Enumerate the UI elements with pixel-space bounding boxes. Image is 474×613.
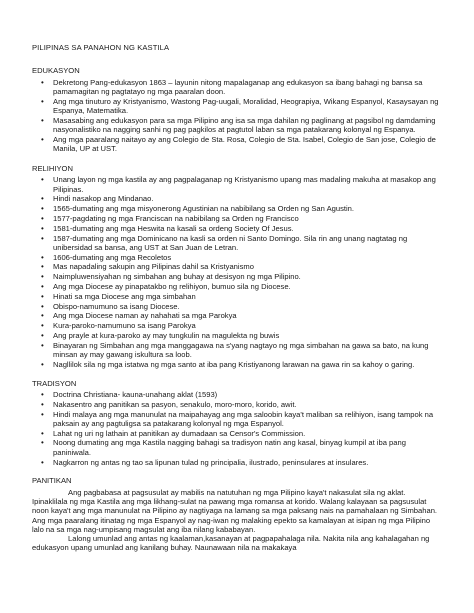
- list-item: • Ang mga tinuturo ay Kristyanismo, Wastong Pag-uugali, Moralidad, Heograpiya, Wikang Espanyol, Kasaysayan ng Espanya, Matematika.: [53, 97, 440, 116]
- list-item: • Hindi malaya ang mga manunulat na maipahayag ang mga saloobin kaya't maliban sa relihiyon, isang tampok na paksain ay ang pagtuligsa sa patakarang kolonyal ng mga Espanyol.: [53, 410, 440, 429]
- list-item: • Nagkarron ng antas ng tao sa lipunan tulad ng principalia, ilustrado, peninsulares at insulares.: [53, 458, 440, 467]
- list-item: • Naimpluwensiyahan ng simbahan ang buhay at desisyon ng mga Pilipino.: [53, 272, 440, 281]
- list-item: • Dekretong Pang-edukasyon 1863 – layunin nitong mapalaganap ang edukasyon sa ibang bahagi ng bansa sa pamamagitan ng pagtatayo ng mga paaralan doon.: [53, 78, 440, 97]
- list-item: • Ang prayle at kura-paroko ay may tungkulin na magulekta ng buwis: [53, 331, 440, 340]
- list-item: • 1581-dumating ang mga Heswita na kasali sa ordeng Society Of Jesus.: [53, 224, 440, 233]
- list-item: • 1577-pagdating ng mga Franciscan na nabibilang sa Orden ng Francisco: [53, 214, 440, 223]
- paragraph: Ang pagbabasa at pagsusulat ay mabilis na natutuhan ng mga Pilipino kaya't nakasulat sila ng aklat. Ipinaklilala ng mga Kastila ang mga likhang-sulat na pawang mga romansa at korido. Walang kalayaan sa pagsusulat noon kaya't ang mga manunulat na Pilipino ay nagtiyaga na lamang sa mga paksang nais na pamahalaan ng Simbahan. Ang mga paaralang itinatag ng mga Espanyol ay nag-iwan ng malaking epekto sa kamalayan at isipan ng mga Pilipino lalo na sa mga nag-umpisang magsulat ang iba nilang kababayan.: [32, 487, 438, 534]
- section-heading-relihiyon: RELIHIYON: [32, 163, 73, 173]
- list-item: • Doctrina Christiana- kauna-unahang aklat (1593): [53, 390, 440, 399]
- section-heading-panitikan: PANITIKAN: [32, 476, 72, 486]
- list-item: • Obispo-namumuno sa isang Diocese.: [53, 302, 440, 311]
- list-item: • Ang mga paaralang naitayo ay ang Colegio de Sta. Rosa, Colegio de Sta. Isabel, Colegio de San jose, Colegio de Manila, UP at UST.: [53, 135, 440, 154]
- list-item: • Nakasentro ang panitikan sa pasyon, senakulo, moro-moro, korido, awit.: [53, 400, 440, 409]
- section-heading-edukasyon: EDUKASYON: [32, 66, 80, 76]
- list-item: • Ang mga Diocese naman ay nahahati sa mga Parokya: [53, 311, 440, 320]
- list-item: • 1587-dumating ang mga Dominicano na kasli sa orden ni Santo Domingo. Sila rin ang unang nagtatag ng unibersidad sa bansa, ang UST at San Juan de Letran.: [53, 234, 440, 253]
- list-item: • 1606-dumating ang mga Recoletos: [53, 253, 440, 262]
- list-item: • Lahat ng uri ng lathain at panitikan ay dumadaan sa Censor's Commission.: [53, 429, 440, 438]
- list-item: • Noong dumating ang mga Kastila nagging bahagi sa tradisyon natin ang kasal, binyag kumpil at iba pang paniniwala.: [53, 438, 440, 457]
- list-item: • Mas napadaling sakupin ang Pilipinas dahil sa Kristyanismo: [53, 262, 440, 271]
- list-item: • Nagllilok sila ng mga istatwa ng mga santo at iba pang Kristiyanong larawan na gawa rin sa kahoy o garing.: [53, 360, 440, 369]
- section-heading-tradisyon: TRADISYON: [32, 378, 77, 388]
- list-item: • Binayaran ng Simbahan ang mga manggagawa na s'yang nagtayo ng mga simbahan na gawa sa bato, na kung minsan ay may gawang iskultura sa loob.: [53, 341, 440, 360]
- list-item: • Unang layon ng mga kastila ay ang pagpalaganap ng Kristyanismo upang mas madaling makuha at masakop ang Pilipinas.: [53, 175, 440, 194]
- list-item: • Masasabing ang edukasyon para sa mga Pilipino ang isa sa mga dahilan ng paglinang at pagsibol ng damdaming nasyonalistiko na nagging sanhi ng pag pagkilos at pagtutol laban sa mga patakarang kolonyal ng Espanya.: [53, 116, 440, 135]
- list-item: • Ang mga Diocese ay pinapatakbo ng relihiyon, bumuo sila ng Diocese.: [53, 282, 440, 291]
- bullet-list-tradisyon: [32, 390, 440, 467]
- bullet-list-relihiyon: [32, 175, 440, 369]
- section-edukasyon: [32, 66, 440, 153]
- section-panitikan: [32, 476, 440, 552]
- paragraph: Lalong umunlad ang antas ng kaalaman,kasanayan at pagpapahalaga nila. Nakita nila ang kahalagahan ng edukasyon upang umunlad ang kanilang buhay. Naunawaan nila na makakaya: [32, 534, 430, 553]
- bullet-list-edukasyon: [32, 78, 440, 154]
- section-tradisyon: [32, 379, 440, 467]
- list-item: • Hinati sa mga Diocese ang mga simbahan: [53, 292, 440, 301]
- list-item: • Kura-paroko-namumuno sa isang Parokya: [53, 321, 440, 330]
- list-item: • 1565-dumating ang mga misyonerong Agustinian na nabibilang sa Orden ng San Agustin.: [53, 204, 440, 213]
- section-relihiyon: [32, 164, 440, 369]
- document-title: PILIPINAS SA PANAHON NG KASTILA: [32, 43, 170, 52]
- list-item: • Hindi nasakop ang Mindanao.: [53, 194, 440, 203]
